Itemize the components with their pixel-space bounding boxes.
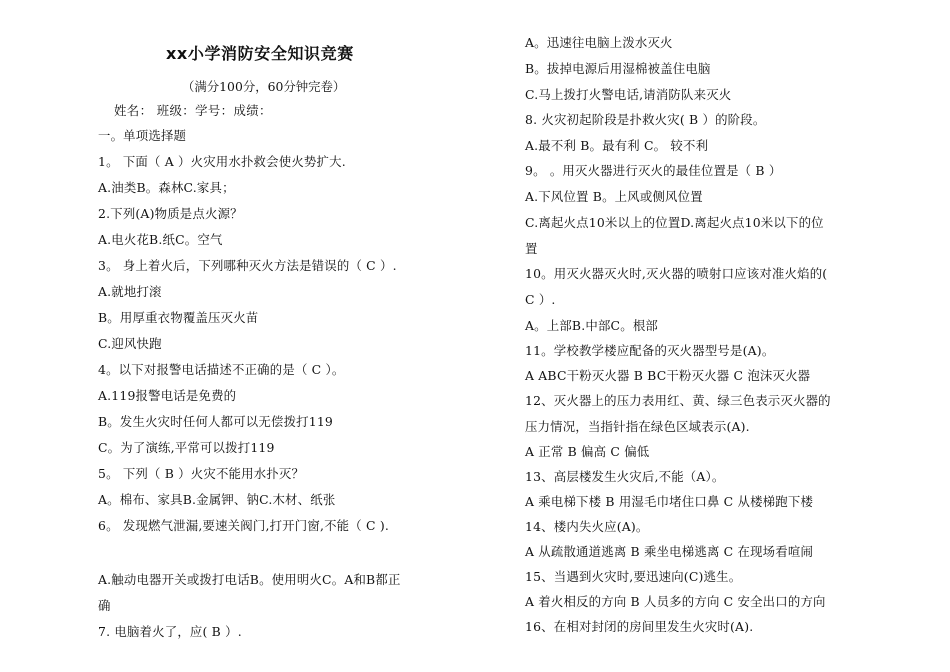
page-subtitle: （满分100分，60分钟完卷） — [182, 79, 346, 94]
left-line: 2.下列(A)物质是点火源？ — [98, 206, 243, 221]
left-line: C。为了演练,平常可以拨打119 — [98, 440, 275, 455]
right-line: 13、高层楼发生火灾后,不能（A）。 — [525, 469, 725, 484]
left-line: 6。 发现燃气泄漏,要速关阀门,打开门窗,不能（ C ). — [98, 518, 389, 533]
right-line: A.下风位置 B。上风或侧风位置 — [525, 189, 703, 204]
left-line: B。发生火灾时任何人都可以无偿拨打119 — [98, 414, 334, 429]
right-line: C ）. — [525, 292, 556, 307]
right-line: 压力情况，当指针指在绿色区域表示(A). — [525, 419, 750, 434]
left-line: 7. 电脑着火了，应( B ）. — [98, 624, 242, 639]
right-line: B。拔掉电源后用湿棉被盖住电脑 — [525, 61, 711, 76]
right-line: A.最不利 B。最有利 C。 较不利 — [525, 138, 709, 153]
left-line: 5。 下列（ B ）火灾不能用水扑灭？ — [98, 466, 305, 481]
right-line: 12、灭火器上的压力表用红、黄、绿三色表示灭火器的 — [525, 393, 831, 408]
right-line: 15、当遇到火灾时,要迅速向(C)逃生。 — [525, 569, 742, 584]
left-line: 确 — [98, 598, 111, 613]
right-line: A 乘电梯下楼 B 用湿毛巾堵住口鼻 C 从楼梯跑下楼 — [525, 494, 814, 509]
right-line: 16、在相对封闭的房间里发生火灾时(A). — [525, 619, 754, 634]
right-line: A 从疏散通道逃离 B 乘坐电梯逃离 C 在现场看喧闹 — [525, 544, 814, 559]
right-line: A。上部B.中部C。根部 — [525, 318, 658, 333]
left-line: A.电火花B.纸C。空气 — [98, 232, 223, 247]
left-line: A。棉布、家具B.金属钾、钠C.木材、纸张 — [98, 492, 336, 507]
right-line: 10。用灭火器灭火时,灭火器的喷射口应该对准火焰的( — [525, 266, 828, 281]
right-line: 11。学校教学楼应配备的灭火器型号是(A)。 — [525, 343, 775, 358]
right-line: 14、楼内失火应(A)。 — [525, 519, 649, 534]
right-line: C.离起火点10米以上的位置D.离起火点10米以下的位 — [525, 215, 824, 230]
right-line: C.马上拨打火警电话,请消防队来灭火 — [525, 87, 732, 102]
page-title: xx小学消防安全知识竞赛 — [166, 44, 354, 63]
left-line: B。用厚重衣物覆盖压灭火苗 — [98, 310, 259, 325]
right-line: A 着火相反的方向 B 人员多的方向 C 安全出口的方向 — [525, 594, 826, 609]
left-line: C.迎风快跑 — [98, 336, 162, 351]
left-line: 1。 下面（ A ）火灾用水扑救会使火势扩大. — [98, 154, 346, 169]
left-line: A.触动电器开关或拨打电话B。使用明火C。A和B都正 — [98, 572, 401, 587]
left-line: A.119报警电话是免费的 — [98, 388, 237, 403]
right-line: 8. 火灾初起阶段是扑救火灾( B ）的阶段。 — [525, 112, 766, 127]
left-line: A.油类B。森林C.家具； — [98, 180, 235, 195]
right-line: A。迅速往电脑上泼水灭火 — [525, 35, 673, 50]
right-line: 9。 。用灭火器进行灭火的最佳位置是（ B ） — [525, 163, 782, 178]
right-line: A ABC干粉灭火器 B BC干粉灭火器 C 泡沫灭火器 — [525, 368, 811, 383]
right-line: 置 — [525, 241, 538, 256]
student-info-line: 姓名： 班级：学号：成绩： — [114, 103, 272, 118]
left-line: A.就地打滚 — [98, 284, 162, 299]
section-heading: 一。单项选择题 — [98, 128, 187, 143]
right-line: A 正常 B 偏高 C 偏低 — [525, 444, 650, 459]
left-line: 4。以下对报警电话描述不正确的是（ C ）。 — [98, 362, 345, 377]
left-line: 3。 身上着火后，下列哪种灭火方法是错误的（ C ）. — [98, 258, 397, 273]
